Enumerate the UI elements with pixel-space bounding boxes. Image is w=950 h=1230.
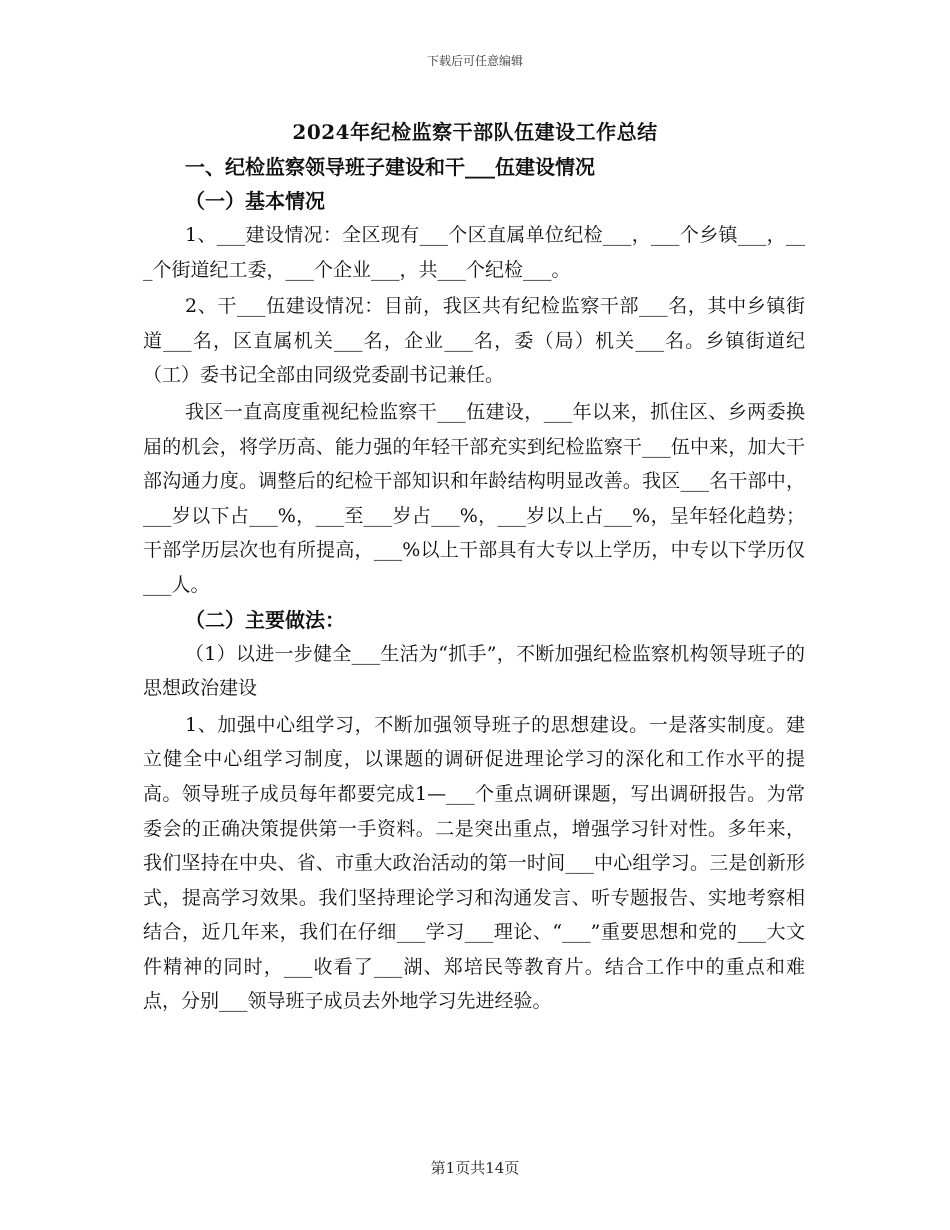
subsection-heading-basic: （一）基本情况	[185, 189, 325, 213]
paragraph-study: 1、加强中心组学习，不断加强领导班子的思想建设。一是落实制度。建立健全中心组学习制度，以课题的调研促进理论学习的深化和工作水平的提高。领导班子成员每年都要完成1—___个重点调研课题，写出调研报告。为常委会的正确决策提供第一手资料。二是突出重点，增强学习针对性。多年来，我们坚持在中央、省、市重大政治活动的第一时间___中心组学习。三是创新形式，提高学习效果。我们坚持理论学习和沟通发言、听专题报告、实地考察相结合，近几年来，我们在仔细___学习___理论、“___”重要思想和党的___大文件精神的同时，___收看了___湖、郑培民等教育片。结合工作中的重点和难点，分别___领导班子成员去外地学习先进经验。	[143, 713, 805, 1013]
document-title: 2024年纪检监察干部队伍建设工作总结	[292, 120, 658, 144]
paragraph-practice-1: （1）以进一步健全___生活为“抓手”，不断加强纪检监察机构领导班子的思想政治建设	[143, 642, 805, 700]
section-heading-1: 一、纪检监察领导班子建设和干___伍建设情况	[185, 155, 595, 179]
paragraph-team-construction: 2、干___伍建设情况：目前，我区共有纪检监察干部___名，其中乡镇街道___名，区直属机关___名，企业___名，委（局）机关___名。乡镇街道纪（工）委书记全部由同级党委副书记兼任。	[143, 295, 805, 387]
document-body	[143, 150, 805, 1019]
paragraph-team-overview: 我区一直高度重视纪检监察干___伍建设，___年以来，抓住区、乡两委换届的机会，将学历高、能力强的年轻干部充实到纪检监察干___伍中来，加大干部沟通力度。调整后的纪检干部知识和年龄结构明显改善。我区___名干部中，___岁以下占___%，___至___岁占___%，___岁以上占___%，呈年轻化趋势；干部学历层次也有所提高，___%以上干部具有大专以上学历，中专以下学历仅___人。	[143, 400, 805, 596]
page-header-note: 下载后可任意编辑	[426, 54, 523, 68]
subsection-heading-practices: （二）主要做法：	[185, 607, 345, 632]
paragraph-org-construction: 1、___建设情况：全区现有___个区直属单位纪检___，___个乡镇___，___个街道纪工委，___个企业___，共___个纪检___。	[143, 224, 805, 281]
page-footer-number: 第1页共14页	[430, 1159, 520, 1177]
